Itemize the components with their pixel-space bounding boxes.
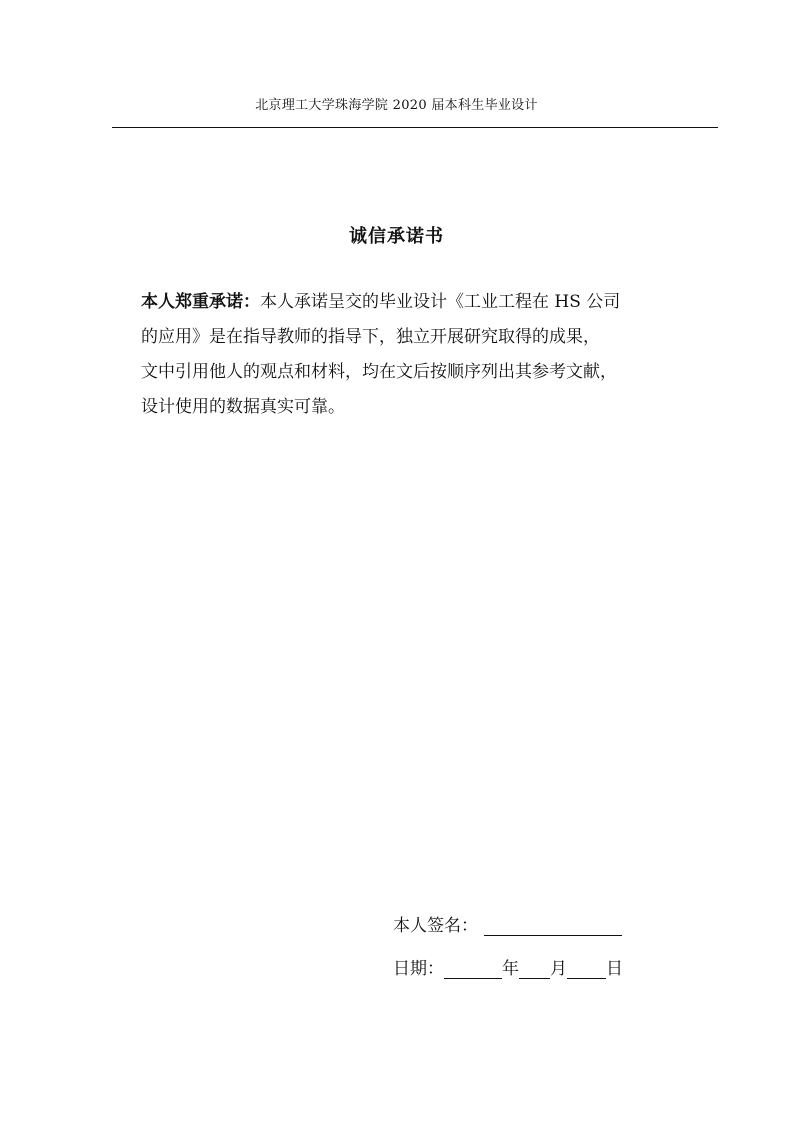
- pledge-line-4: 设计使用的数据真实可靠。: [141, 397, 345, 417]
- date-label: 日期：: [393, 959, 444, 979]
- pledge-line-2: 的应用》是在指导教师的指导下，独立开展研究取得的成果，: [141, 327, 600, 347]
- year-blank[interactable]: [444, 956, 502, 979]
- pledge-lead: 本人郑重承诺：: [141, 292, 260, 312]
- header-divider: [112, 127, 718, 128]
- pledge-line-3: 文中引用他人的观点和材料，均在文后按顺序列出其参考文献，: [141, 362, 617, 382]
- pledge-line-1: [141, 285, 697, 320]
- header-text: 北京理工大学珠海学院 2020 届本科生毕业设计: [255, 98, 538, 113]
- pledge-body: [141, 285, 697, 425]
- month-unit: 月: [550, 959, 567, 979]
- day-unit: 日: [606, 959, 623, 979]
- signature-label: 本人签名：: [393, 916, 478, 936]
- day-blank[interactable]: [567, 956, 606, 979]
- signature-row: [393, 911, 622, 936]
- date-row: [393, 954, 623, 979]
- signature-blank[interactable]: [484, 913, 622, 936]
- pledge-text: 本人承诺呈交的毕业设计《工业工程在 HS 公司: [260, 292, 621, 312]
- page-title: 诚信承诺书: [349, 226, 444, 247]
- year-unit: 年: [502, 959, 519, 979]
- month-blank[interactable]: [519, 956, 550, 979]
